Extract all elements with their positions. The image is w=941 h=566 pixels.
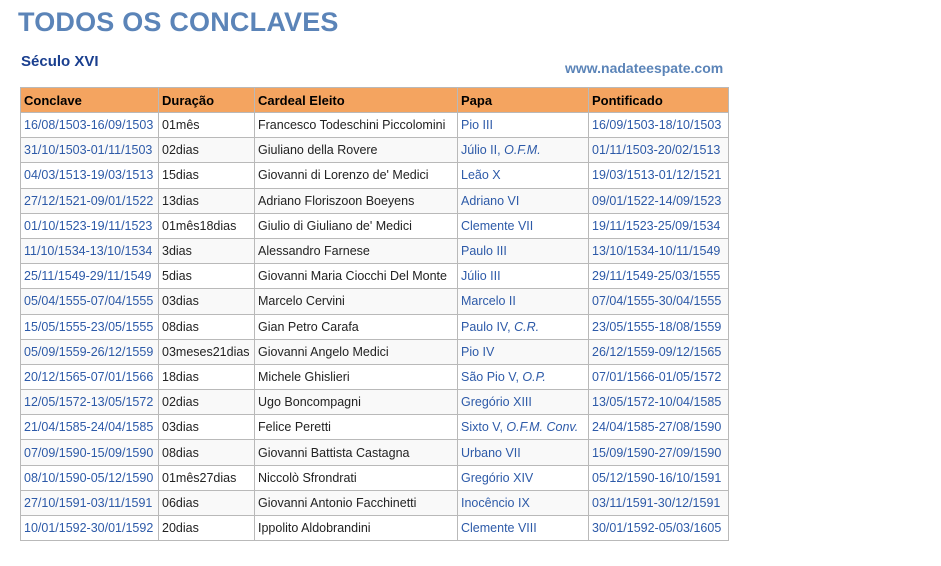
cell-cardeal: [255, 390, 458, 415]
cell-cardeal: [255, 490, 458, 515]
table-row: [21, 490, 729, 515]
cardeal-text: Gian Petro Carafa: [258, 319, 359, 334]
cell-cardeal: [255, 264, 458, 289]
pontificado-link[interactable]: 03/11/1591-30/12/1591: [592, 495, 721, 510]
papa-link[interactable]: São Pio V,: [461, 369, 519, 384]
header-pontificado: Pontificado: [589, 88, 729, 113]
pontificado-link[interactable]: 23/05/1555-18/08/1559: [592, 319, 722, 334]
cell-cardeal: [255, 188, 458, 213]
cell-conclave: [21, 465, 159, 490]
cell-pontificado: [589, 440, 729, 465]
conclave-link[interactable]: 21/04/1585-24/04/1585: [24, 420, 154, 435]
papa-link[interactable]: Adriano VI: [461, 193, 520, 208]
cell-papa: [458, 415, 589, 440]
conclave-link[interactable]: 04/03/1513-19/03/1513: [24, 168, 154, 183]
table-row: [21, 415, 729, 440]
cell-pontificado: [589, 264, 729, 289]
pontificado-link[interactable]: 15/09/1590-27/09/1590: [592, 445, 722, 460]
ordem-link[interactable]: O.P.: [522, 369, 546, 384]
cell-papa: [458, 516, 589, 541]
cell-cardeal: [255, 138, 458, 163]
papa-link[interactable]: Clemente VIII: [461, 521, 537, 536]
cell-pontificado: [589, 213, 729, 238]
cell-pontificado: [589, 415, 729, 440]
conclave-link[interactable]: 07/09/1590-15/09/1590: [24, 445, 154, 460]
cell-pontificado: [589, 314, 729, 339]
cell-conclave: [21, 238, 159, 263]
conclave-link[interactable]: 12/05/1572-13/05/1572: [24, 395, 154, 410]
table-row: [21, 188, 729, 213]
cell-duracao: [159, 314, 255, 339]
cell-duracao: [159, 390, 255, 415]
cell-conclave: [21, 364, 159, 389]
cell-conclave: [21, 490, 159, 515]
cell-cardeal: [255, 440, 458, 465]
papa-link[interactable]: Gregório XIII: [461, 395, 532, 410]
conclave-link[interactable]: 08/10/1590-05/12/1590: [24, 470, 154, 485]
ordem-link[interactable]: O.F.M. Conv.: [506, 420, 579, 435]
cell-duracao: [159, 339, 255, 364]
cell-conclave: [21, 440, 159, 465]
cell-pontificado: [589, 138, 729, 163]
cell-duracao: [159, 516, 255, 541]
conclave-link[interactable]: 27/12/1521-09/01/1522: [24, 193, 154, 208]
header-papa: Papa: [458, 88, 589, 113]
page-title: TODOS OS CONCLAVES: [18, 7, 339, 37]
cardeal-text: Giovanni Maria Ciocchi Del Monte: [258, 269, 447, 284]
conclave-link[interactable]: 31/10/1503-01/11/1503: [24, 143, 153, 158]
pontificado-link[interactable]: 19/03/1513-01/12/1521: [592, 168, 722, 183]
cell-papa: [458, 264, 589, 289]
cell-conclave: [21, 113, 159, 138]
duracao-text: 01mês: [162, 118, 200, 133]
table-row: [21, 264, 729, 289]
cardeal-text: Ippolito Aldobrandini: [258, 521, 371, 536]
cell-duracao: [159, 289, 255, 314]
conclave-link[interactable]: 20/12/1565-07/01/1566: [24, 369, 154, 384]
pontificado-link[interactable]: 30/01/1592-05/03/1605: [592, 521, 722, 536]
papa-link[interactable]: Pio III: [461, 118, 493, 133]
duracao-text: 13dias: [162, 193, 199, 208]
cell-pontificado: [589, 364, 729, 389]
cell-pontificado: [589, 238, 729, 263]
cardeal-text: Francesco Todeschini Piccolomini: [258, 118, 446, 133]
papa-link[interactable]: Clemente VII: [461, 218, 534, 233]
pontificado-link[interactable]: 13/05/1572-10/04/1585: [592, 395, 722, 410]
conclave-link[interactable]: 11/10/1534-13/10/1534: [24, 244, 153, 259]
cardeal-text: Ugo Boncompagni: [258, 395, 361, 410]
cell-cardeal: [255, 314, 458, 339]
papa-link[interactable]: Inocêncio IX: [461, 495, 530, 510]
cell-papa: [458, 490, 589, 515]
pontificado-link[interactable]: 07/04/1555-30/04/1555: [592, 294, 722, 309]
cell-papa: [458, 465, 589, 490]
papa-link[interactable]: Júlio III: [461, 269, 501, 284]
cell-papa: [458, 163, 589, 188]
table-row: [21, 364, 729, 389]
cell-pontificado: [589, 289, 729, 314]
table-row: [21, 465, 729, 490]
duracao-text: 20dias: [162, 521, 199, 536]
papa-link[interactable]: Pio IV: [461, 344, 495, 359]
cell-duracao: [159, 364, 255, 389]
cell-conclave: [21, 390, 159, 415]
ordem-link[interactable]: O.F.M.: [504, 143, 541, 158]
cell-duracao: [159, 490, 255, 515]
cell-conclave: [21, 264, 159, 289]
table-row: [21, 113, 729, 138]
duracao-text: 5dias: [162, 269, 192, 284]
cell-cardeal: [255, 339, 458, 364]
papa-link[interactable]: Gregório XIV: [461, 470, 534, 485]
cell-conclave: [21, 138, 159, 163]
cell-duracao: [159, 188, 255, 213]
cell-papa: [458, 314, 589, 339]
table-row: [21, 213, 729, 238]
cardeal-text: Giovanni Antonio Facchinetti: [258, 495, 417, 510]
conclave-link[interactable]: 05/09/1559-26/12/1559: [24, 344, 154, 359]
cell-pontificado: [589, 113, 729, 138]
cell-conclave: [21, 213, 159, 238]
cell-pontificado: [589, 188, 729, 213]
cell-duracao: [159, 238, 255, 263]
duracao-text: 18dias: [162, 369, 199, 384]
cell-duracao: [159, 465, 255, 490]
cell-pontificado: [589, 465, 729, 490]
cell-duracao: [159, 440, 255, 465]
duracao-text: 15dias: [162, 168, 199, 183]
cardeal-text: Felice Peretti: [258, 420, 331, 435]
cardeal-text: Giulio di Giuliano de' Medici: [258, 218, 412, 233]
papa-link[interactable]: Urbano VII: [461, 445, 521, 460]
cardeal-text: Giovanni Battista Castagna: [258, 445, 410, 460]
table-row: [21, 440, 729, 465]
table-row: [21, 163, 729, 188]
cell-cardeal: [255, 289, 458, 314]
header-cardeal-eleito: Cardeal Eleito: [255, 88, 458, 113]
duracao-text: 3dias: [162, 244, 192, 259]
cell-conclave: [21, 163, 159, 188]
pontificado-link[interactable]: 13/10/1534-10/11/1549: [592, 244, 721, 259]
duracao-text: 03meses21dias: [162, 344, 250, 359]
conclave-link[interactable]: 16/08/1503-16/09/1503: [24, 118, 154, 133]
papa-link[interactable]: Paulo IV,: [461, 319, 511, 334]
cell-papa: [458, 213, 589, 238]
cell-papa: [458, 238, 589, 263]
cell-conclave: [21, 516, 159, 541]
table-header-row: [21, 88, 729, 113]
conclave-link[interactable]: 15/05/1555-23/05/1555: [24, 319, 154, 334]
table-row: [21, 138, 729, 163]
cell-cardeal: [255, 238, 458, 263]
table-row: [21, 238, 729, 263]
site-link[interactable]: www.nadateespate.com: [565, 60, 724, 76]
table-row: [21, 314, 729, 339]
duracao-text: 01mês18dias: [162, 218, 237, 233]
cell-duracao: [159, 264, 255, 289]
conclaves-table: [20, 87, 729, 541]
conclave-link[interactable]: 27/10/1591-03/11/1591: [24, 495, 153, 510]
cell-cardeal: [255, 364, 458, 389]
cell-conclave: [21, 339, 159, 364]
cardeal-text: Giuliano della Rovere: [258, 143, 378, 158]
cell-duracao: [159, 415, 255, 440]
table-row: [21, 516, 729, 541]
cardeal-text: Michele Ghislieri: [258, 369, 350, 384]
cell-papa: [458, 390, 589, 415]
cell-papa: [458, 440, 589, 465]
cardeal-text: Giovanni di Lorenzo de' Medici: [258, 168, 429, 183]
cell-pontificado: [589, 163, 729, 188]
conclave-link[interactable]: 05/04/1555-07/04/1555: [24, 294, 154, 309]
pontificado-link[interactable]: 07/01/1566-01/05/1572: [592, 369, 722, 384]
cell-pontificado: [589, 516, 729, 541]
cell-duracao: [159, 213, 255, 238]
duracao-text: 08dias: [162, 319, 199, 334]
cell-papa: [458, 339, 589, 364]
cardeal-text: Giovanni Angelo Medici: [258, 344, 389, 359]
cell-conclave: [21, 314, 159, 339]
pontificado-link[interactable]: 29/11/1549-25/03/1555: [592, 269, 721, 284]
pontificado-link[interactable]: 24/04/1585-27/08/1590: [592, 420, 722, 435]
ordem-link[interactable]: C.R.: [514, 319, 540, 334]
cell-papa: [458, 138, 589, 163]
pontificado-link[interactable]: 05/12/1590-16/10/1591: [592, 470, 722, 485]
cell-conclave: [21, 188, 159, 213]
duracao-text: 03dias: [162, 420, 199, 435]
cardeal-text: Marcelo Cervini: [258, 294, 345, 309]
cell-duracao: [159, 113, 255, 138]
duracao-text: 02dias: [162, 143, 199, 158]
duracao-text: 01mês27dias: [162, 470, 237, 485]
cell-cardeal: [255, 163, 458, 188]
papa-link[interactable]: Paulo III: [461, 244, 507, 259]
pontificado-link[interactable]: 09/01/1522-14/09/1523: [592, 193, 722, 208]
pontificado-link[interactable]: 19/11/1523-25/09/1534: [592, 218, 721, 233]
duracao-text: 02dias: [162, 395, 199, 410]
section-title: Século XVI: [21, 53, 99, 70]
cell-cardeal: [255, 213, 458, 238]
table-row: [21, 289, 729, 314]
duracao-text: 06dias: [162, 495, 199, 510]
cardeal-text: Alessandro Farnese: [258, 244, 370, 259]
papa-link[interactable]: Sixto V,: [461, 420, 503, 435]
header-duracao: Duração: [159, 88, 255, 113]
header-conclave: Conclave: [21, 88, 159, 113]
table-row: [21, 339, 729, 364]
conclave-link[interactable]: 01/10/1523-19/11/1523: [24, 218, 153, 233]
papa-link[interactable]: Leão X: [461, 168, 501, 183]
cell-papa: [458, 289, 589, 314]
cell-pontificado: [589, 390, 729, 415]
papa-link[interactable]: Marcelo II: [461, 294, 516, 309]
papa-link[interactable]: Júlio II,: [461, 143, 501, 158]
pontificado-link[interactable]: 01/11/1503-20/02/1513: [592, 143, 721, 158]
table-row: [21, 390, 729, 415]
duracao-text: 08dias: [162, 445, 199, 460]
cell-duracao: [159, 138, 255, 163]
cell-conclave: [21, 289, 159, 314]
duracao-text: 03dias: [162, 294, 199, 309]
cell-duracao: [159, 163, 255, 188]
cell-cardeal: [255, 113, 458, 138]
cell-pontificado: [589, 339, 729, 364]
cell-papa: [458, 364, 589, 389]
cardeal-text: Niccolò Sfrondrati: [258, 470, 357, 485]
cardeal-text: Adriano Floriszoon Boeyens: [258, 193, 415, 208]
cell-cardeal: [255, 415, 458, 440]
cell-cardeal: [255, 516, 458, 541]
cell-cardeal: [255, 465, 458, 490]
cell-conclave: [21, 415, 159, 440]
conclave-link[interactable]: 25/11/1549-29/11/1549: [24, 269, 152, 284]
conclave-link[interactable]: 10/01/1592-30/01/1592: [24, 521, 154, 536]
cell-papa: [458, 188, 589, 213]
pontificado-link[interactable]: 26/12/1559-09/12/1565: [592, 344, 722, 359]
cell-papa: [458, 113, 589, 138]
cell-pontificado: [589, 490, 729, 515]
pontificado-link[interactable]: 16/09/1503-18/10/1503: [592, 118, 722, 133]
